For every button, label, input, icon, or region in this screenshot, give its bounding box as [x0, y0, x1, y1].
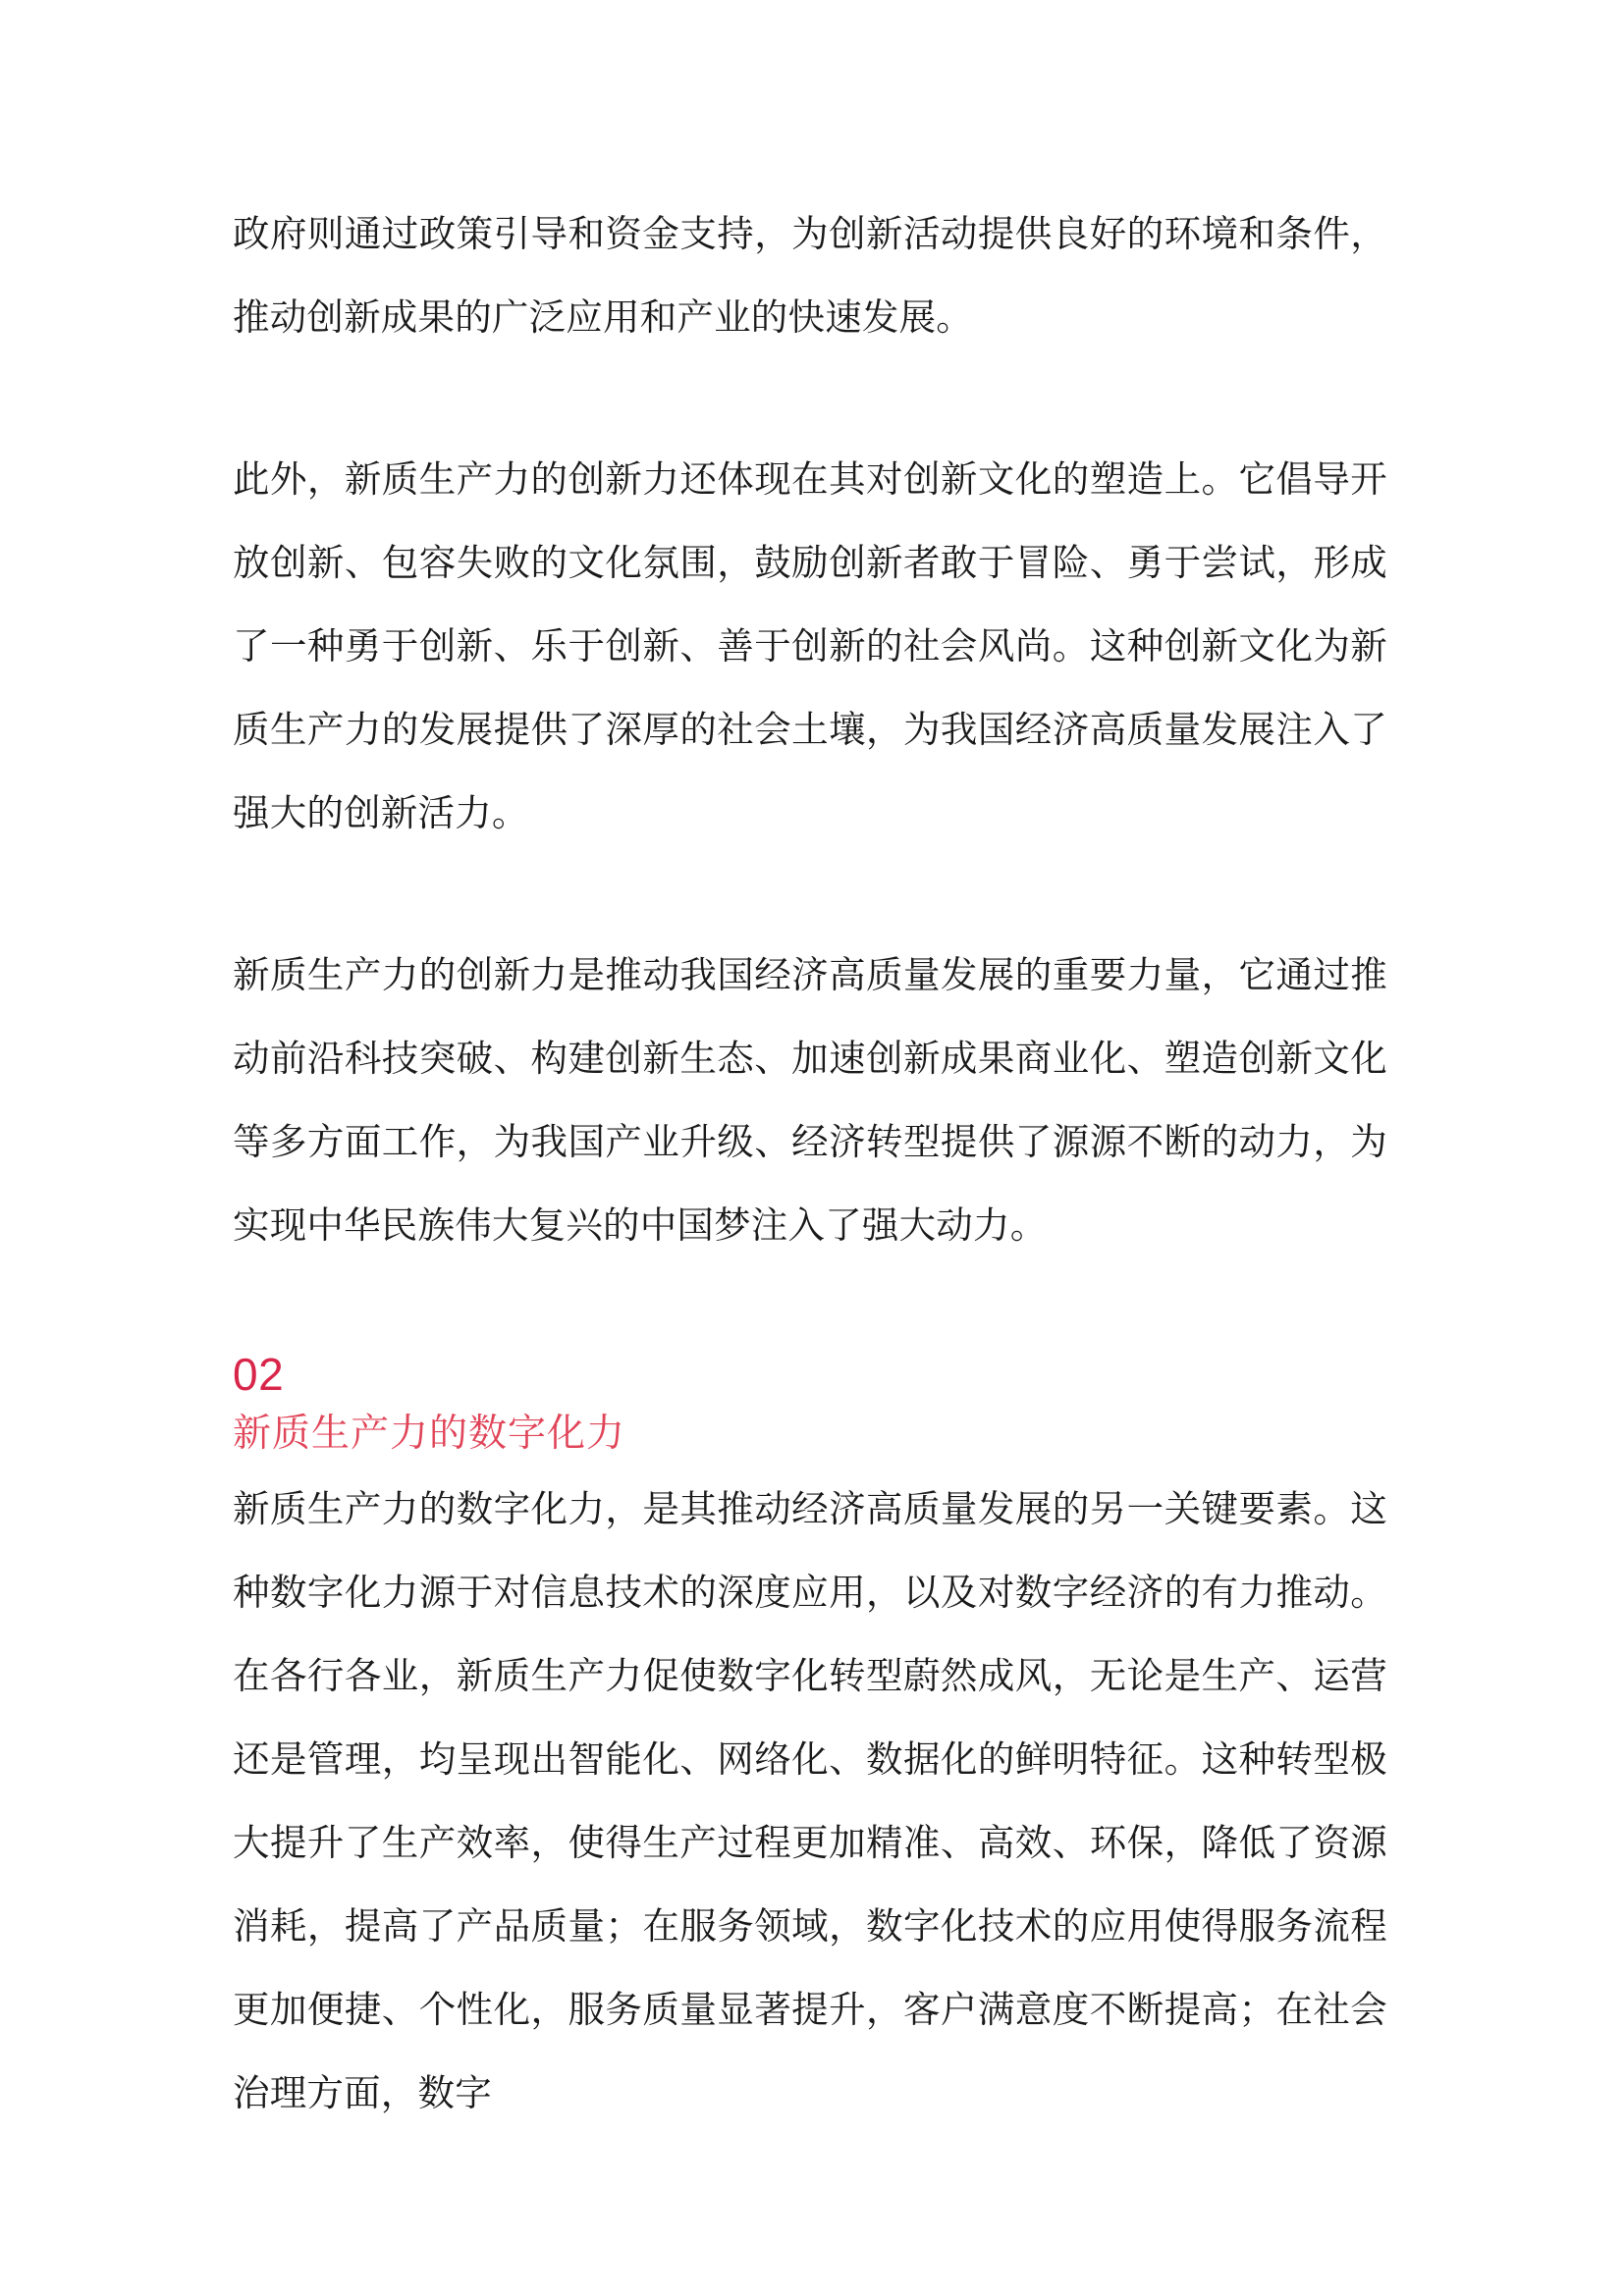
body-paragraph-1: 政府则通过政策引导和资金支持，为创新活动提供良好的环境和条件，推动创新成果的广泛应用和产业的快速发展。	[233, 213, 1387, 338]
section-paragraph-1: 新质生产力的数字化力，是其推动经济高质量发展的另一关键要素。这种数字化力源于对信息技术的深度应用，以及对数字经济的有力推动。在各行各业，新质生产力促使数字化转型蔚然成风，无论是生产、运营还是管理，均呈现出智能化、网络化、数据化的鲜明特征。这种转型极大提升了生产效率，使得生产过程更加精准、高效、环保，降低了资源消耗，提高了产品质量；在服务领域，数字化技术的应用使得服务流程更加便捷、个性化，服务质量显著提升，客户满意度不断提高；在社会治理方面，数字	[233, 1488, 1387, 2113]
document-content-column	[233, 192, 1387, 2135]
section-number: 02	[233, 1349, 285, 1400]
body-paragraph-3: 新质生产力的创新力是推动我国经济高质量发展的重要力量，它通过推动前沿科技突破、构建创新生态、加速创新成果商业化、塑造创新文化等多方面工作，为我国产业升级、经济转型提供了源源不断的动力，为实现中华民族伟大复兴的中国梦注入了强大动力。	[233, 954, 1387, 1246]
body-paragraph-2: 此外，新质生产力的创新力还体现在其对创新文化的塑造上。它倡导开放创新、包容失败的文化氛围，鼓励创新者敢于冒险、勇于尝试，形成了一种勇于创新、乐于创新、善于创新的社会风尚。这种创新文化为新质生产力的发展提供了深厚的社会土壤，为我国经济高质量发展注入了强大的创新活力。	[233, 458, 1387, 833]
section-heading-block	[233, 1346, 1387, 1460]
section-subtitle: 新质生产力的数字化力	[233, 1413, 626, 1455]
